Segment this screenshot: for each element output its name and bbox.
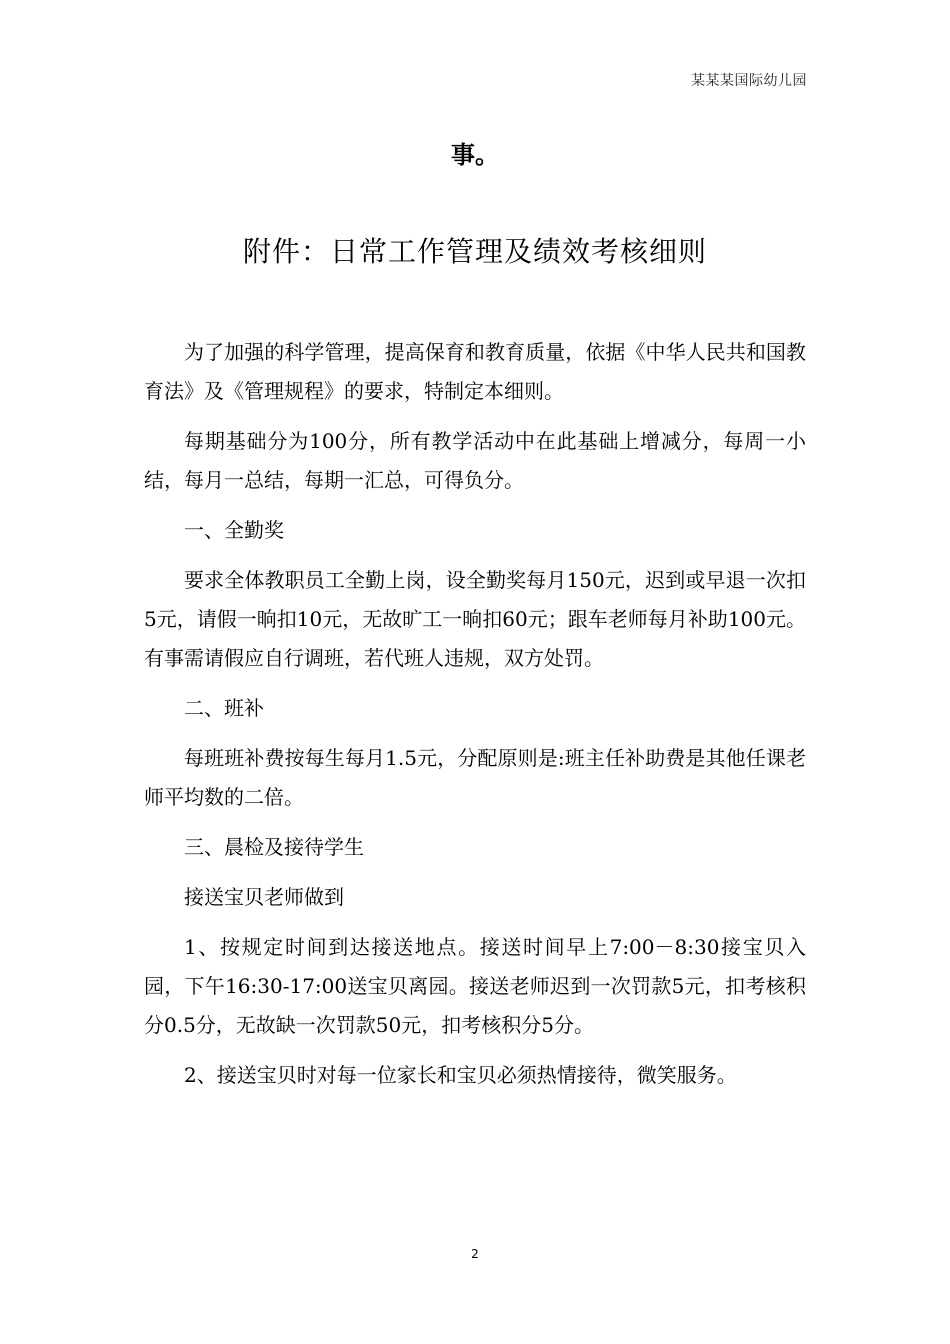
paragraph-rule-1: 1、按规定时间到达接送地点。接送时间早上7:00－8:30接宝贝入园，下午16:30-17:00送宝贝离园。接送老师迟到一次罚款5元，扣考核积分0.5分，无故缺一次罚款50元，扣考核积分5分。 bbox=[144, 935, 806, 1037]
paragraph-base-score: 每期基础分为100分，所有教学活动中在此基础上增减分，每周一小结，每月一总结，每期一汇总，可得负分。 bbox=[144, 429, 806, 492]
document-body bbox=[144, 333, 806, 1106]
paragraph-intro: 为了加强的科学管理，提高保育和教育质量，依据《中华人民共和国教育法》及《管理规程》的要求，特制定本细则。 bbox=[144, 340, 806, 403]
page-header-org-name: 某某某国际幼儿园 bbox=[691, 73, 807, 89]
paragraph-attendance: 要求全体教职员工全勤上岗，设全勤奖每月150元，迟到或早退一次扣5元，请假一晌扣10元，无故旷工一晌扣60元；跟车老师每月补助100元。有事需请假应自行调班，若代班人违规，双方处罚。 bbox=[144, 568, 806, 670]
paragraph-pickup-intro: 接送宝贝老师做到 bbox=[184, 885, 344, 909]
carry-over-text: 事。 bbox=[451, 141, 499, 169]
paragraph-class-subsidy: 每班班补费按每生每月1.5元，分配原则是:班主任补助费是其他任课老师平均数的二倍。 bbox=[144, 746, 806, 809]
section-heading-class-subsidy: 二、班补 bbox=[184, 696, 264, 720]
section-heading-morning-check: 三、晨检及接待学生 bbox=[184, 835, 364, 859]
page-number: 2 bbox=[471, 1247, 479, 1261]
paragraph-rule-2: 2、接送宝贝时对每一位家长和宝贝必须热情接待，微笑服务。 bbox=[184, 1063, 737, 1087]
document-title: 附件：日常工作管理及绩效考核细则 bbox=[242, 235, 707, 268]
section-heading-attendance: 一、全勤奖 bbox=[184, 518, 284, 542]
